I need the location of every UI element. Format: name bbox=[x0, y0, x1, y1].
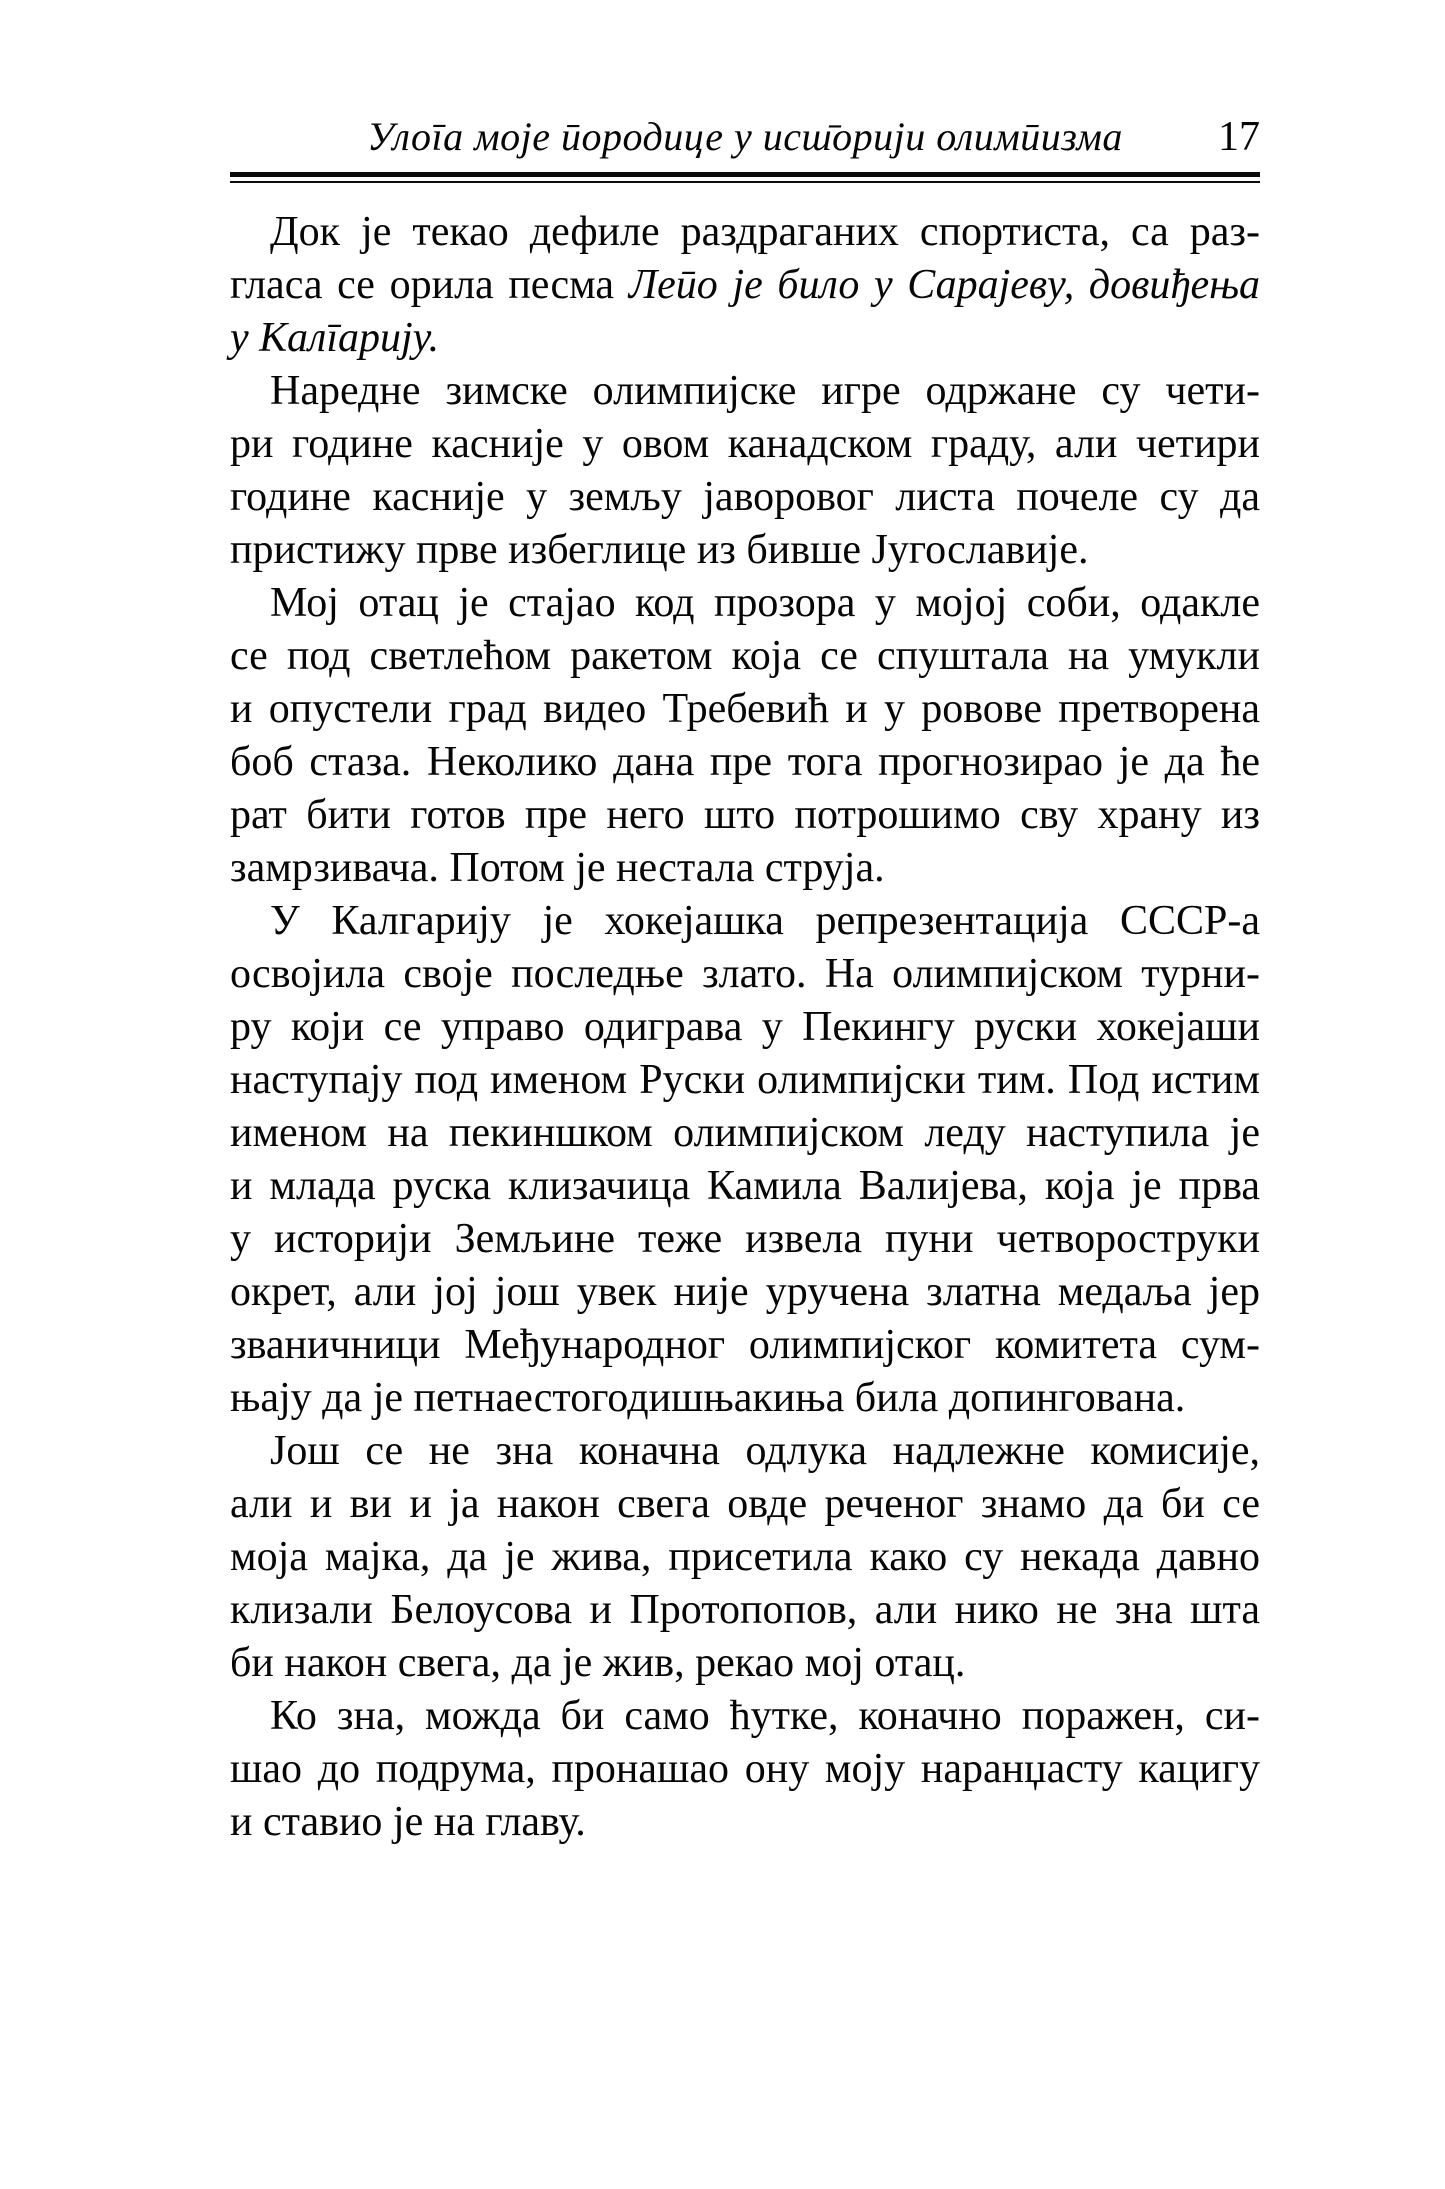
text-line bbox=[230, 1001, 1260, 1054]
text-segment: и опустели град видео Требевић и у ровове претворена bbox=[230, 686, 1260, 732]
text-segment: Док је текао дефиле раздраганих спортиста, са раз- bbox=[270, 209, 1260, 255]
italic-text-segment: у Калīарију. bbox=[230, 315, 440, 361]
text-line bbox=[230, 1425, 1260, 1478]
text-line bbox=[230, 1478, 1260, 1531]
text-segment: Наредне зимске олимпијске игре одржане су чети- bbox=[270, 368, 1260, 414]
text-segment: Ко зна, можда би само ћутке, коначно поражен, си- bbox=[270, 1693, 1260, 1739]
text-line bbox=[230, 895, 1260, 948]
text-segment: именом на пекиншком олимпијском леду наступила је bbox=[230, 1110, 1260, 1156]
text-line bbox=[230, 1743, 1260, 1796]
text-segment: и ставио је на главу. bbox=[230, 1799, 586, 1845]
text-segment: замрзивача. Потом је нестала струја. bbox=[230, 845, 885, 891]
text-line bbox=[230, 577, 1260, 630]
text-line bbox=[230, 1054, 1260, 1107]
text-line bbox=[230, 1531, 1260, 1584]
text-segment: пристижу прве избеглице из бивше Југославије. bbox=[230, 527, 1089, 573]
text-line bbox=[230, 789, 1260, 842]
paragraph bbox=[230, 1425, 1260, 1690]
text-line bbox=[230, 683, 1260, 736]
text-segment: ру који се управо одиграва у Пекингу руски хокејаши bbox=[230, 1004, 1260, 1050]
paragraph bbox=[230, 1690, 1260, 1849]
text-segment: шао до подрума, пронашао ону моју наранџасту кацигу bbox=[230, 1746, 1260, 1792]
text-block bbox=[230, 206, 1260, 1849]
header-divider-rule bbox=[230, 172, 1260, 183]
text-segment: ри године касније у овом канадском граду, али четири bbox=[230, 421, 1260, 467]
paragraph bbox=[230, 895, 1260, 1425]
text-segment: рат бити готов пре него што потрошимо сву храну из bbox=[230, 792, 1260, 838]
text-line bbox=[230, 1266, 1260, 1319]
text-segment: моја мајка, да је жива, присетила како су некада давно bbox=[230, 1534, 1260, 1580]
text-line bbox=[230, 736, 1260, 789]
text-line bbox=[230, 259, 1260, 312]
italic-text-segment: Леūо је било у Сарајеву, довиђења bbox=[628, 262, 1260, 308]
text-line bbox=[230, 1584, 1260, 1637]
page-number: 17 bbox=[1218, 114, 1260, 160]
text-line bbox=[230, 948, 1260, 1001]
text-line bbox=[230, 1107, 1260, 1160]
text-segment: би након свега, да је жив, рекао мој отац. bbox=[230, 1640, 966, 1686]
text-segment: и млада руска клизачица Камила Валијева, која је прва bbox=[230, 1163, 1260, 1209]
text-segment: године касније у земљу јаворовог листа почеле су да bbox=[230, 474, 1260, 520]
chapter-title: Улоīа моје ūородице у исш̄орији олимūизма bbox=[367, 114, 1123, 159]
text-line bbox=[230, 1637, 1260, 1690]
text-segment: освојила своје последње злато. На олимпијском турни- bbox=[230, 951, 1260, 997]
text-segment: гласа се орила песма bbox=[230, 262, 629, 308]
text-line bbox=[230, 524, 1260, 577]
text-segment: званичници Међународног олимпијског комитета сум- bbox=[230, 1322, 1260, 1368]
text-line bbox=[230, 206, 1260, 259]
text-segment: боб стаза. Неколико дана пре тога прогнозирао је да ће bbox=[230, 739, 1260, 785]
text-segment: клизали Белоусова и Протопопов, али нико не зна шта bbox=[230, 1587, 1260, 1633]
text-line bbox=[230, 1796, 1260, 1849]
text-line bbox=[230, 1319, 1260, 1372]
text-segment: се под светлећом ракетом која се спуштала на умукли bbox=[230, 633, 1260, 679]
text-line bbox=[230, 471, 1260, 524]
running-header bbox=[230, 112, 1260, 162]
text-line bbox=[230, 1213, 1260, 1266]
text-line bbox=[230, 1160, 1260, 1213]
text-segment: наступају под именом Руски олимпијски тим. Под истим bbox=[230, 1057, 1260, 1103]
paragraph bbox=[230, 206, 1260, 365]
text-segment: окрет, али јој још увек није уручена златна медаља јер bbox=[230, 1269, 1260, 1315]
text-segment: Мој отац је стајао код прозора у мојој соби, одакле bbox=[270, 580, 1260, 626]
text-line bbox=[230, 630, 1260, 683]
text-line bbox=[230, 365, 1260, 418]
text-line bbox=[230, 1690, 1260, 1743]
text-segment: У Калгарију је хокејашка репрезентација СССР-а bbox=[270, 898, 1260, 944]
text-segment: али и ви и ја након свега овде реченог знамо да би се bbox=[230, 1481, 1260, 1527]
text-segment: њају да је петнаестогодишњакиња била допингована. bbox=[230, 1375, 1186, 1421]
text-line bbox=[230, 1372, 1260, 1425]
text-line bbox=[230, 312, 1260, 365]
text-line bbox=[230, 418, 1260, 471]
text-segment: Још се не зна коначна одлука надлежне комисије, bbox=[270, 1428, 1260, 1474]
text-line bbox=[230, 842, 1260, 895]
paragraph bbox=[230, 577, 1260, 895]
text-segment: у историји Земљине теже извела пуни четвороструки bbox=[230, 1216, 1260, 1262]
paragraph bbox=[230, 365, 1260, 577]
